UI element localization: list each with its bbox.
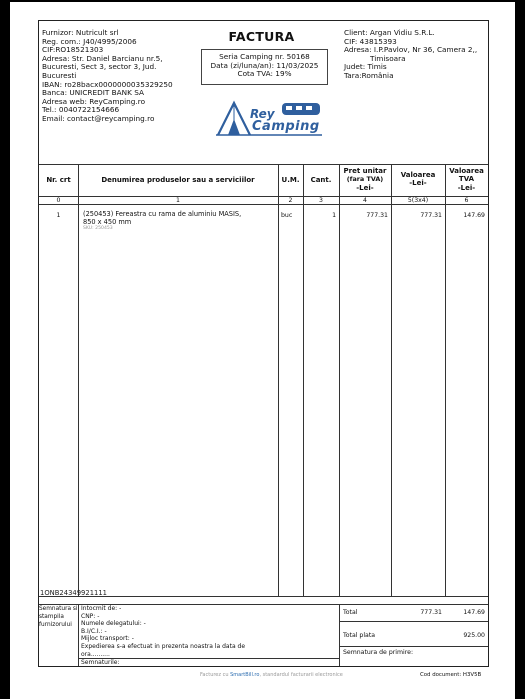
invoice-series-box [201, 49, 328, 85]
supplier-line: Adresa web: ReyCamping.ro [42, 96, 146, 106]
index-cell: 5(3x4) [407, 197, 429, 204]
index-cell: 0 [56, 197, 61, 204]
client-line: CIF: 43815393 [344, 36, 397, 46]
row-value: 777.31 [420, 212, 442, 219]
col-header-nr: Nr. crt [46, 176, 71, 184]
index-cell: 1 [176, 197, 180, 204]
invoice-title: FACTURA [228, 29, 295, 44]
row-unit-price: 777.31 [366, 212, 388, 219]
supplier-line: Bucuresti, Sect 3, sector 3, Jud. [42, 62, 157, 72]
col-header-vat: Valoarea TVA -Lei- [449, 167, 484, 192]
supplier-line: Email: contact@reycamping.ro [42, 113, 155, 123]
col-header-qty: Cant. [310, 176, 332, 184]
document-id: Cod document: H3V5B [420, 672, 482, 678]
logo-text-rey: Rey [250, 107, 275, 121]
index-cell: 6 [464, 197, 469, 204]
row-nr: 1 [56, 212, 61, 219]
col-header-name: Denumirea produselor sau a serviciilor [101, 176, 255, 184]
index-cell: 4 [363, 197, 367, 204]
delegate-info: Intocmit de: - CNP: - Numele delegatului: - B.I/C.I.: - Mijloc transport: - Expedierea s-a efectuat in prezenta noastra la data de ora.......... [81, 605, 246, 658]
supplier-line: Reg. com.: J40/4995/2006 [42, 36, 137, 46]
col-header-um: U.M. [281, 176, 300, 184]
total-pay-label: Total plata [343, 632, 376, 639]
rey-camping-logo [214, 97, 324, 139]
supplier-block [42, 29, 173, 124]
supplier-line: Tel.: 0040722154666 [42, 105, 120, 115]
supplier-line: Bucuresti [42, 70, 77, 80]
signatures-label: Semnaturile: [81, 659, 120, 666]
client-line: Client: Argan Vidiu S.R.L. [344, 28, 435, 37]
table-row [39, 210, 488, 240]
client-block [344, 29, 477, 81]
col-header-value: Valoarea -Lei- [400, 171, 436, 188]
col-header-price: Pret unitar (fara TVA) -Lei- [343, 167, 387, 192]
total-vat: 147.69 [463, 609, 485, 616]
smartbill-credit: Facturez cu SmartBill.ro, standardul facturarii electronice [200, 672, 343, 678]
invoice-series: Seria Camping nr. 50168 [219, 52, 310, 61]
receipt-signature-label: Semnatura de primire: [343, 649, 414, 656]
supplier-line: CIF:RO18521303 [42, 45, 104, 55]
row-um: buc [281, 212, 293, 219]
supplier-line: IBAN: ro28bacx0000000035329250 [42, 79, 173, 89]
invoice-frame [38, 20, 489, 667]
total-pay-value: 925.00 [463, 632, 485, 639]
logo-text-camping: Camping [252, 119, 320, 134]
supplier-line: Furnizor: Nutricult srl [42, 28, 119, 37]
supplier-line: Adresa: Str. Daniel Barcianu nr.5, [42, 53, 163, 63]
smartbill-link[interactable]: SmartBill.ro [230, 672, 260, 678]
invoice-date: Data (zi/luna/an): 11/03/2025 [210, 60, 319, 70]
supplier-line: Banca: UNICREDIT BANK SA [42, 88, 144, 98]
total-value: 777.31 [420, 609, 442, 616]
client-line: Tara:România [344, 70, 394, 80]
supplier-signature-label: Semnatura si stampila furnizorului [39, 606, 78, 628]
row-qty: 1 [332, 212, 336, 219]
invoice-vat-rate: Cota TVA: 19% [237, 69, 292, 79]
client-line: Timisoara [370, 53, 406, 63]
row-product-name: (250453) Fereastra cu rama de aluminiu MASIS, 850 x 450 mm SKU: 250453 [83, 210, 242, 231]
index-cell: 3 [319, 197, 323, 204]
total-label: Total [343, 609, 358, 616]
invoice-page [10, 2, 515, 699]
client-line: Judet: Timis [344, 62, 387, 72]
document-code: 1ONB24349921111 [40, 589, 107, 597]
client-line: Adresa: I.P.Pavlov, Nr 36, Camera 2,, [344, 45, 478, 55]
row-vat-value: 147.69 [463, 212, 485, 219]
row-sku: SKU: 250453 [83, 226, 113, 231]
index-cell: 2 [288, 197, 293, 204]
